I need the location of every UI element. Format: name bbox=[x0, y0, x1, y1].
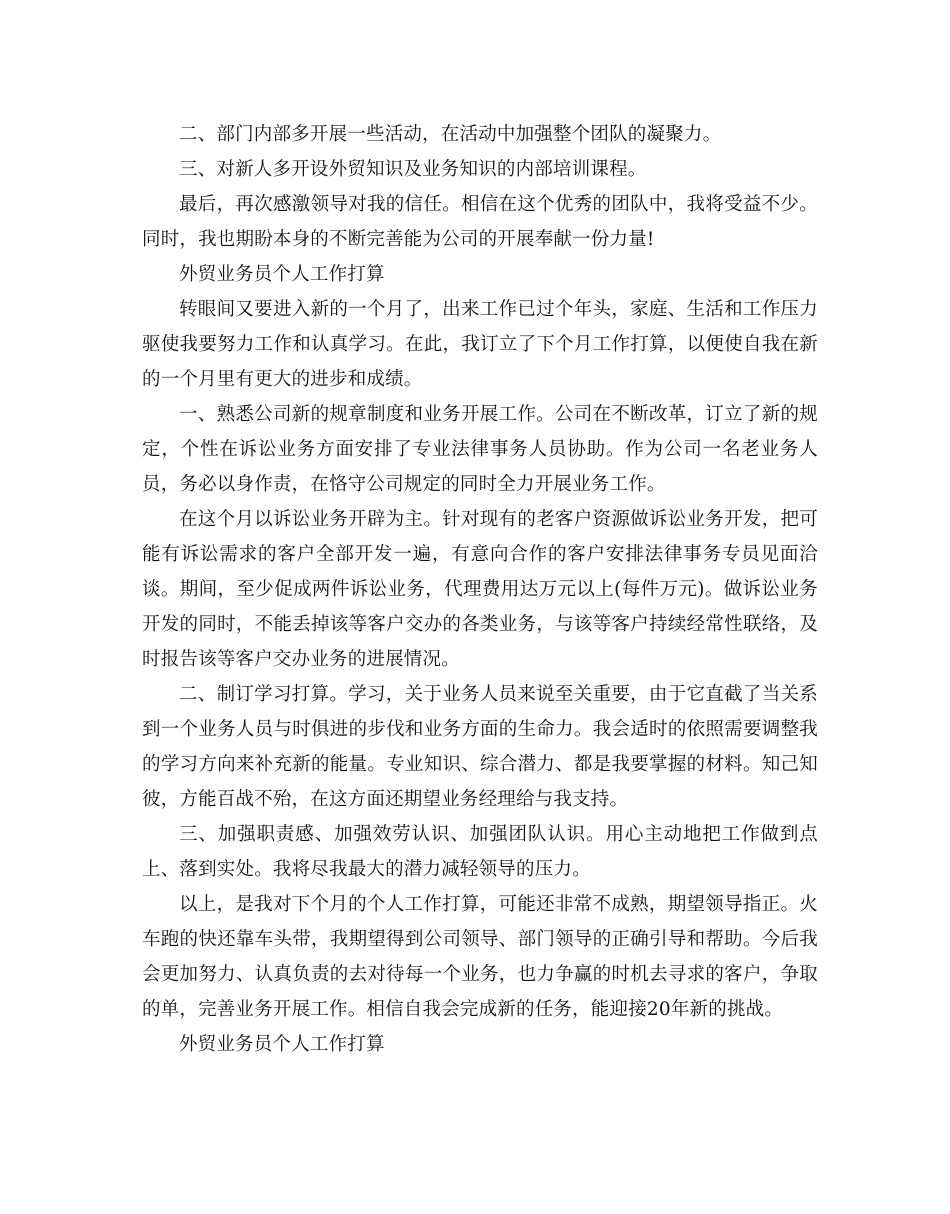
paragraph: 三、对新人多开设外贸知识及业务知识的内部培训课程。 bbox=[179, 159, 647, 180]
paragraph: 最后，再次感激领导对我的信任。相信在这个优秀的团队中，我将受益不少。同时，我也期盼本身的不断完善能为公司的开展奉献一份力量! bbox=[142, 194, 818, 250]
section-heading: 外贸业务员个人工作打算 bbox=[179, 1034, 385, 1055]
section-heading: 外贸业务员个人工作打算 bbox=[179, 264, 385, 285]
paragraph: 在这个月以诉讼业务开辟为主。针对现有的老客户资源做诉讼业务开发，把可能有诉讼需求的客户全部开发一遍，有意向合作的客户安排法律事务专员见面洽谈。期间，至少促成两件诉讼业务，代理费用达万元以上(每件万元)。做诉讼业务开发的同时，不能丢掉该等客户交办的各类业务，与该等客户持续经常性联络，及时报告该等客户交办业务的进展情况。 bbox=[142, 509, 818, 670]
paragraph: 二、制订学习打算。学习，关于业务人员来说至关重要，由于它直截了当关系到一个业务人员与时俱进的步伐和业务方面的生命力。我会适时的依照需要调整我的学习方向来补充新的能量。专业知识、综合潜力、都是我要掌握的材料。知己知彼，方能百战不殆，在这方面还期望业务经理给与我支持。 bbox=[142, 684, 818, 810]
paragraph: 三、加强职责感、加强效劳认识、加强团队认识。用心主动地把工作做到点上、落到实处。我将尽我最大的潜力减轻领导的压力。 bbox=[142, 824, 818, 880]
paragraph: 转眼间又要进入新的一个月了，出来工作已过个年头，家庭、生活和工作压力驱使我要努力工作和认真学习。在此，我订立了下个月工作打算，以便使自我在新的一个月里有更大的进步和成绩。 bbox=[142, 299, 818, 390]
document-body bbox=[142, 117, 818, 1062]
paragraph: 二、部门内部多开展一些活动，在活动中加强整个团队的凝聚力。 bbox=[179, 124, 722, 145]
paragraph: 一、熟悉公司新的规章制度和业务开展工作。公司在不断改革，订立了新的规定，个性在诉讼业务方面安排了专业法律事务人员协助。作为公司一名老业务人员，务必以身作责，在恪守公司规定的同时全力开展业务工作。 bbox=[142, 404, 818, 495]
paragraph: 以上，是我对下个月的个人工作打算，可能还非常不成熟，期望领导指正。火车跑的快还靠车头带，我期望得到公司领导、部门领导的正确引导和帮助。今后我会更加努力、认真负责的去对待每一个业务，也力争赢的时机去寻求的客户，争取的单，完善业务开展工作。相信自我会完成新的任务，能迎接20年新的挑战。 bbox=[142, 894, 818, 1020]
